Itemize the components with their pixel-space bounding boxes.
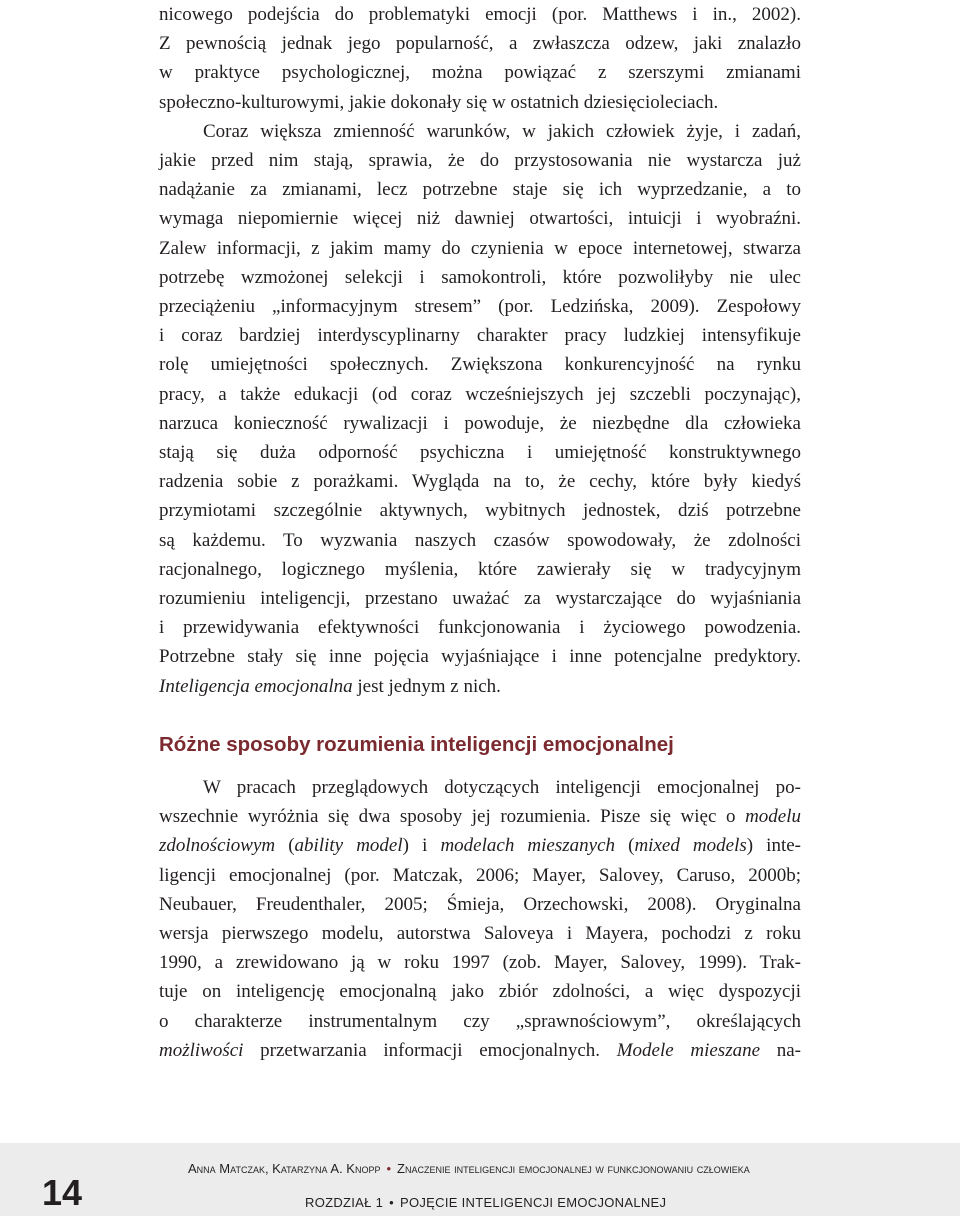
page-number: 14 — [42, 1172, 83, 1213]
chapter-label: ROZDZIAŁ 1 — [305, 1195, 384, 1210]
body-text — [159, 0, 801, 701]
authors: Anna Matczak, Katarzyna A. Knopp — [188, 1161, 381, 1176]
paragraph-challenges: Coraz większa zmienność warunków, w jakich człowiek żyje, i zadań, jakie przed nim stają, sprawia, że do przystosowania nie wystarcza już nadążanie za zmianami, lecz potrzebne staje się ich wyprzedzanie, a to wymaga niepomiernie więcej niż dawniej otwartości, intuicji i wyobraźni. Zalew informacji, z jakim mamy do czynienia w epoce internetowej, stwarza potrzebę wzmożonej selekcji i samokontroli, które pozwoliłyby nie ulec przeciążeniu „informacyjnym stresem” (por. Ledzińska, 2009). Zespołowy i coraz bardziej interdyscyplinarny charakter pracy ludzkiej intensyfikuje rolę umiejętności społecznych. Zwiększona konkurencyjność na rynku pracy, a także edukacji (od coraz wcześniejszych jej szczebli poczynając), narzuca konieczność rywalizacji i powoduje, że niezbędne dla człowieka stają się duża odporność psychiczna i umiejętność konstruktywnego radzenia sobie z porażkami. Wygląda na to, że cechy, które były kiedyś przymiotami szczególnie aktywnych, wybitnych jednostek, dziś potrzebne są każdemu. To wyzwania naszych czasów spowodowały, że zdolności racjonalnego, logicznego myślenia, które zawierały się w tradycyjnym rozumieniu inteligencji, przestano uważać za wystarczające do wyjaśniania i przewidywania efektywności funkcjonowania i życiowego powodzenia. Potrzebne stały się inne pojęcia wyjaśniające i inne potencjalne predyktory. Inteligencja emocjonalna jest jednym z nich. — [159, 120, 801, 697]
separator: • — [389, 1195, 394, 1210]
running-header-chapter — [305, 1195, 666, 1210]
separator: • — [386, 1161, 392, 1176]
chapter-title: POJĘCIE INTELIGENCJI EMOCJONALNEJ — [399, 1195, 667, 1210]
section-heading: Różne sposoby rozumienia inteligencji emocjonalnej — [159, 733, 674, 756]
paragraph-models: W pracach przeglądowych dotyczących inteligencji emocjonalnej po- wszechnie wyróżnia się dwa sposoby jej rozumienia. Pisze się więc o modelu zdolnościowym (ability model) i modelach mieszanych (mixed models) inte- ligencji emocjonalnej (por. Matczak, 2006; Mayer, Salovey, Caruso, 2000b; Neubauer, Freudenthaler, 2005; Śmieja, Orzechowski, 2008). Oryginalna wersja pierwszego modelu, autorstwa Saloveya i Mayera, pochodzi z roku 1990, a zrewidowano ją w roku 1997 (zob. Mayer, Salovey, 1999). Trak- tuje on inteligencję emocjonalną jako zbiór zdolności, a więc dyspozycji o charakterze instrumentalnym czy „sprawnościowym”, określających możliwości przetwarzania informacji emocjonalnych. Modele mieszane na- — [159, 777, 801, 1061]
section-body — [159, 773, 801, 1065]
running-header-authors — [188, 1161, 750, 1176]
book-title: Znaczenie inteligencji emocjonalnej w funkcjonowaniu człowieka — [397, 1161, 750, 1176]
paragraph-continued: nicowego podejścia do problematyki emocji (por. Matthews i in., 2002). Z pewnością jednak jego popularność, a zwłaszcza odzew, jaki znalazło w praktyce psychologicznej, można powiązać z szerszymi zmianami społeczno-kulturowymi, jakie dokonały się w ostatnich dziesięcioleciach. — [159, 4, 801, 113]
